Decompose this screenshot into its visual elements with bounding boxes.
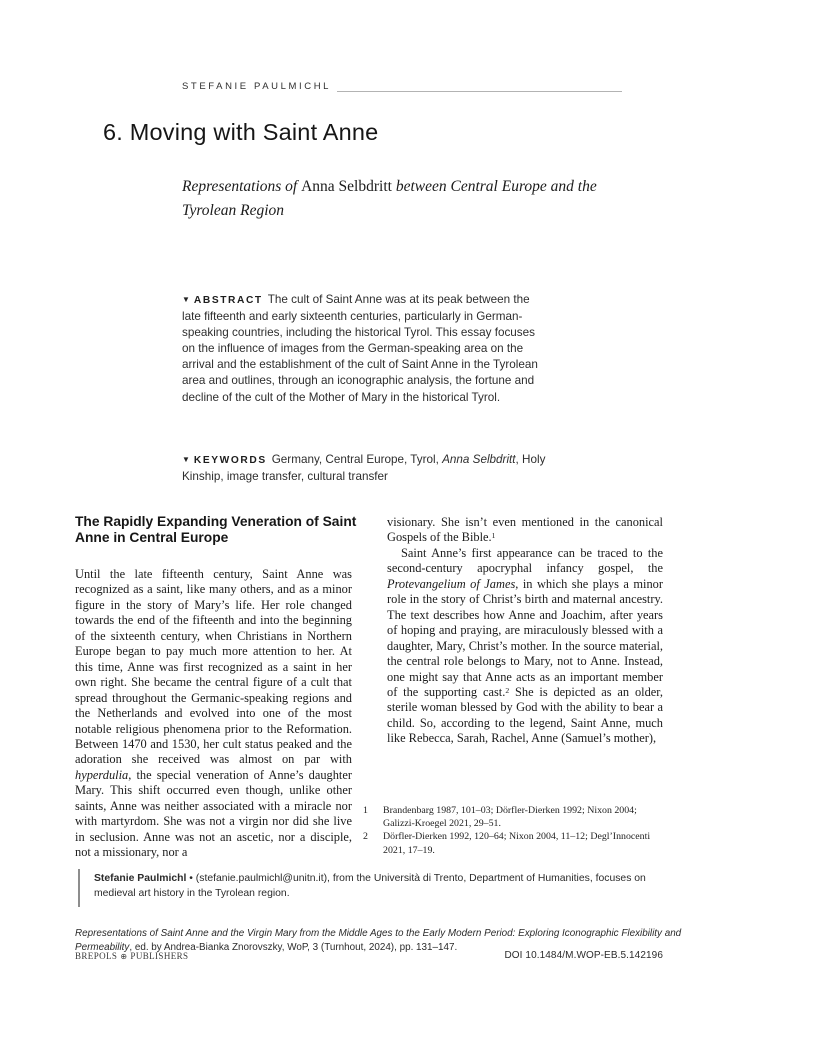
keywords-label: KEYWORDS [193,455,267,466]
footnote-text: Brandenbarg 1987, 101–03; Dörfler-Dierken 1992; Nixon 2004; Galizzi-Kroegel 2021, 29–51. [383,805,637,830]
chapter-subtitle: Representations of Anna Selbdritt between Central Europe and the Tyrolean Region [182,178,597,219]
abstract-section [182,292,548,406]
body-paragraph: visionary. She isn’t even mentioned in the canonical Gospels of the Bible.$^1$ [387,515,663,545]
body-paragraph: Until the late fifteenth century, Saint Anne was recognized as a saint, like many others, and as a minor figure in the story of Mary’s life. Her role changed towards the end of the fifteenth and into the beginning of the sixteenth century, when Christians in Northern Europe began to pay much more attention to her. At this time, Anne was first recognized as a saint in her own right. She became the central figure of a cult that spread throughout the Germanic-speaking regions and the Netherlands and evolved into one of the most notable religious phenomena prior to the Reformation. Between 1470 and 1530, her cult status peaked and the adoration she received was almost on par with hyperdulia, the special veneration of Anne’s daughter Mary. This shift occurred even though, unlike other saints, Anne was neither associated with a miracle nor with martyrdom. She was not a virgin nor did she live in seclusion. Anne was not an ascetic, nor a disciple, not a missionary, nor a [75,567,352,860]
author-note-rule [78,869,80,907]
footnote-list [363,804,664,857]
triangle-marker-icon: ▼ [182,455,190,464]
header-rule [337,91,622,92]
chapter-title: 6. Moving with Saint Anne [103,119,379,145]
keywords-section [182,452,548,485]
body-paragraph: Saint Anne’s first appearance can be traced to the second-century apocryphal infancy gospel, the Protevangelium of James, in which she plays a minor role in the story of Christ’s birth and maternal ancestry. The text describes how Anne and Joachim, after years of hoping and praying, are miraculously blessed with a daughter, Mary, Christ’s mother. In the source material, the central role belongs to Mary, not to Anne. Instead, one might say that Anne acts as an important member of the supporting cast.$^2$ She is depicted as an older, sterile woman blessed by God with the ability to bear a child. So, according to the legend, Saint Anne, much like Rebecca, Sarah, Rachel, Anne (Samuel’s mother), [387,545,664,746]
footnote-text: Dörfler-Dierken 1992, 120–64; Nixon 2004, 11–12; Degl’Innocenti 2021, 17–19. [383,831,651,856]
doi-reference: DOI 10.1484/M.WOP-EB.5.142196 [504,950,663,961]
running-head-author: STEFANIE PAULMICHL [182,81,332,92]
abstract-text: The cult of Saint Anne was at its peak between the late fifteenth and early sixteenth centuries, particularly in German-speaking countries, including the historical Tyrol. This essay focuses on the influence of images from the German-speaking area on the arrival and the establishment of the cult of Saint Anne in the Tyrolean area and outlines, through an iconographic analysis, the fortune and decline of the cult of the Mother of Mary in the historical Tyrol. [182,293,538,404]
keywords-text: Germany, Central Europe, Tyrol, Anna Selbdritt, Holy Kinship, image transfer, cultural transfer [182,453,546,484]
footnote [363,830,664,856]
body-column-right [387,515,663,747]
abstract-label: ABSTRACT [193,295,263,306]
publisher-imprint [75,951,188,961]
footnote-number: 2 [363,831,368,843]
section-heading: The Rapidly Expanding Veneration of Saint Anne in Central Europe [75,514,357,545]
body-column-left [75,567,352,861]
author-biography: Stefanie Paulmichl • (stefanie.paulmichl@unitn.it), from the Università di Trento, Department of Humanities, focuses on medieval art history in the Tyrolean region. [94,873,646,899]
footnote-number: 1 [363,805,368,816]
footnote [363,804,664,830]
publisher-name: BREPOLS [75,951,118,961]
brepols-logo-icon: ⊕ [120,952,128,961]
publisher-suffix: PUBLISHERS [130,951,189,961]
volume-citation: Representations of Saint Anne and the Virgin Mary from the Middle Ages to the Early Modern Period: Exploring Iconographic Flexibility and Permeability, ed. by Andrea-Bianka Znorovszky, WoP, 3 (Turnhout, 2024), pp. 131–147. [75,928,682,953]
triangle-marker-icon: ▼ [182,295,190,304]
